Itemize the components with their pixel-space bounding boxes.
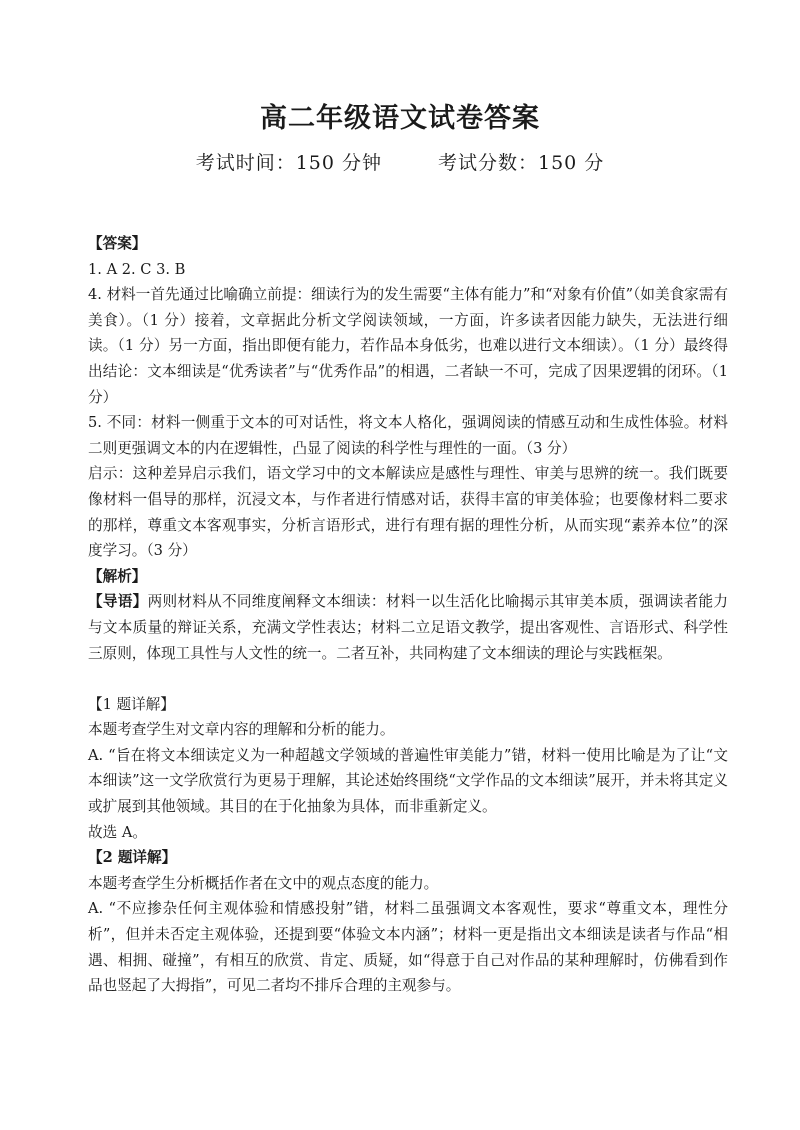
choice-answers: 1. A 2. C 3. B <box>88 260 186 278</box>
guide-text: 两则材料从不同维度阐释文本细读：材料一以生活化比喻揭示其审美本质，强调读者能力与文本质量的辩证关系，充满文学性表达；材料二立足语文教学，提出客观性、言语形式、科学性三原则，体现工具性与人文性的统一。二者互补，共同构建了文本细读的理论与实践框架。 <box>88 593 728 662</box>
exam-score: 考试分数：150 分 <box>438 152 605 174</box>
q1-option-a: A. “旨在将文本细读定义为一种超越文学领域的普遍性审美能力”错，材料一使用比喻是为了让“文本细读”这一文学欣赏行为更易于理解，其论述始终围绕“文学作品的文本细读”展开，并未将其定义或扩展到其他领域。其目的在于化抽象为具体，而非重新定义。 <box>88 746 728 816</box>
document-body <box>88 231 728 999</box>
answer-q4: 4. 材料一首先通过比喻确立前提：细读行为的发生需要“主体有能力”和“对象有价值”（如美食家需有美食）。（1 分）接着，文章据此分析文学阅读领域，一方面，许多读者因能力缺失，无法进行细读。（1 分）另一方面，指出即便有能力，若作品本身低劣，也难以进行文本细读）。（1 分）最终得出结论：文本细读是“优秀读者”与“优秀作品”的相遇，二者缺一不可，完成了因果逻辑的闭环。（1 分） <box>88 286 728 406</box>
guide-label: 【导语】 <box>88 593 148 611</box>
exam-info <box>0 148 800 175</box>
analysis-heading: 【解析】 <box>88 567 147 585</box>
q2-option-a: A. “不应掺杂任何主观体验和情感投射”错，材料二虽强调文本客观性，要求“尊重文本，理性分析”，但并未否定主观体验，还提到要“体验文本内涵”；材料一更是指出文本细读是读者与作品“相遇、相拥、碰撞”，有相互的欣赏、肯定、质疑，如“得意于自己对作品的某种理解时，仿佛看到作品也竖起了大拇指”，可见二者均不排斥合理的主观参与。 <box>88 900 728 995</box>
q2-detail-heading: 【2 题详解】 <box>88 849 177 867</box>
q1-conclusion: 故选 A。 <box>88 823 147 841</box>
q1-detail-heading: 【1 题详解】 <box>88 695 175 713</box>
analysis-guide <box>88 589 728 666</box>
section-spacer <box>88 666 728 692</box>
answer-q5-inspiration: 启示：这种差异启示我们，语文学习中的文本解读应是感性与理性、审美与思辨的统一。我们既要像材料一倡导的那样，沉浸文本，与作者进行情感对话，获得丰富的审美体验；也要像材料二要求的那样，尊重文本客观事实，分析言语形式，进行有理有据的理性分析，从而实现“素养本位”的深度学习。（3 分） <box>88 465 728 560</box>
answer-heading: 【答案】 <box>88 235 147 252</box>
document-title: 高二年级语文试卷答案 <box>260 103 540 134</box>
exam-time: 考试时间：150 分钟 <box>195 152 382 174</box>
q2-detail-intro: 本题考查学生分析概括作者在文中的观点态度的能力。 <box>88 874 439 892</box>
q1-detail-intro: 本题考查学生对文章内容的理解和分析的能力。 <box>88 721 395 739</box>
answer-q5-difference: 5. 不同：材料一侧重于文本的可对话性，将文本人格化，强调阅读的情感互动和生成性体验。材料二则更强调文本的内在逻辑性，凸显了阅读的科学性与理性的一面。（3 分） <box>88 414 728 457</box>
